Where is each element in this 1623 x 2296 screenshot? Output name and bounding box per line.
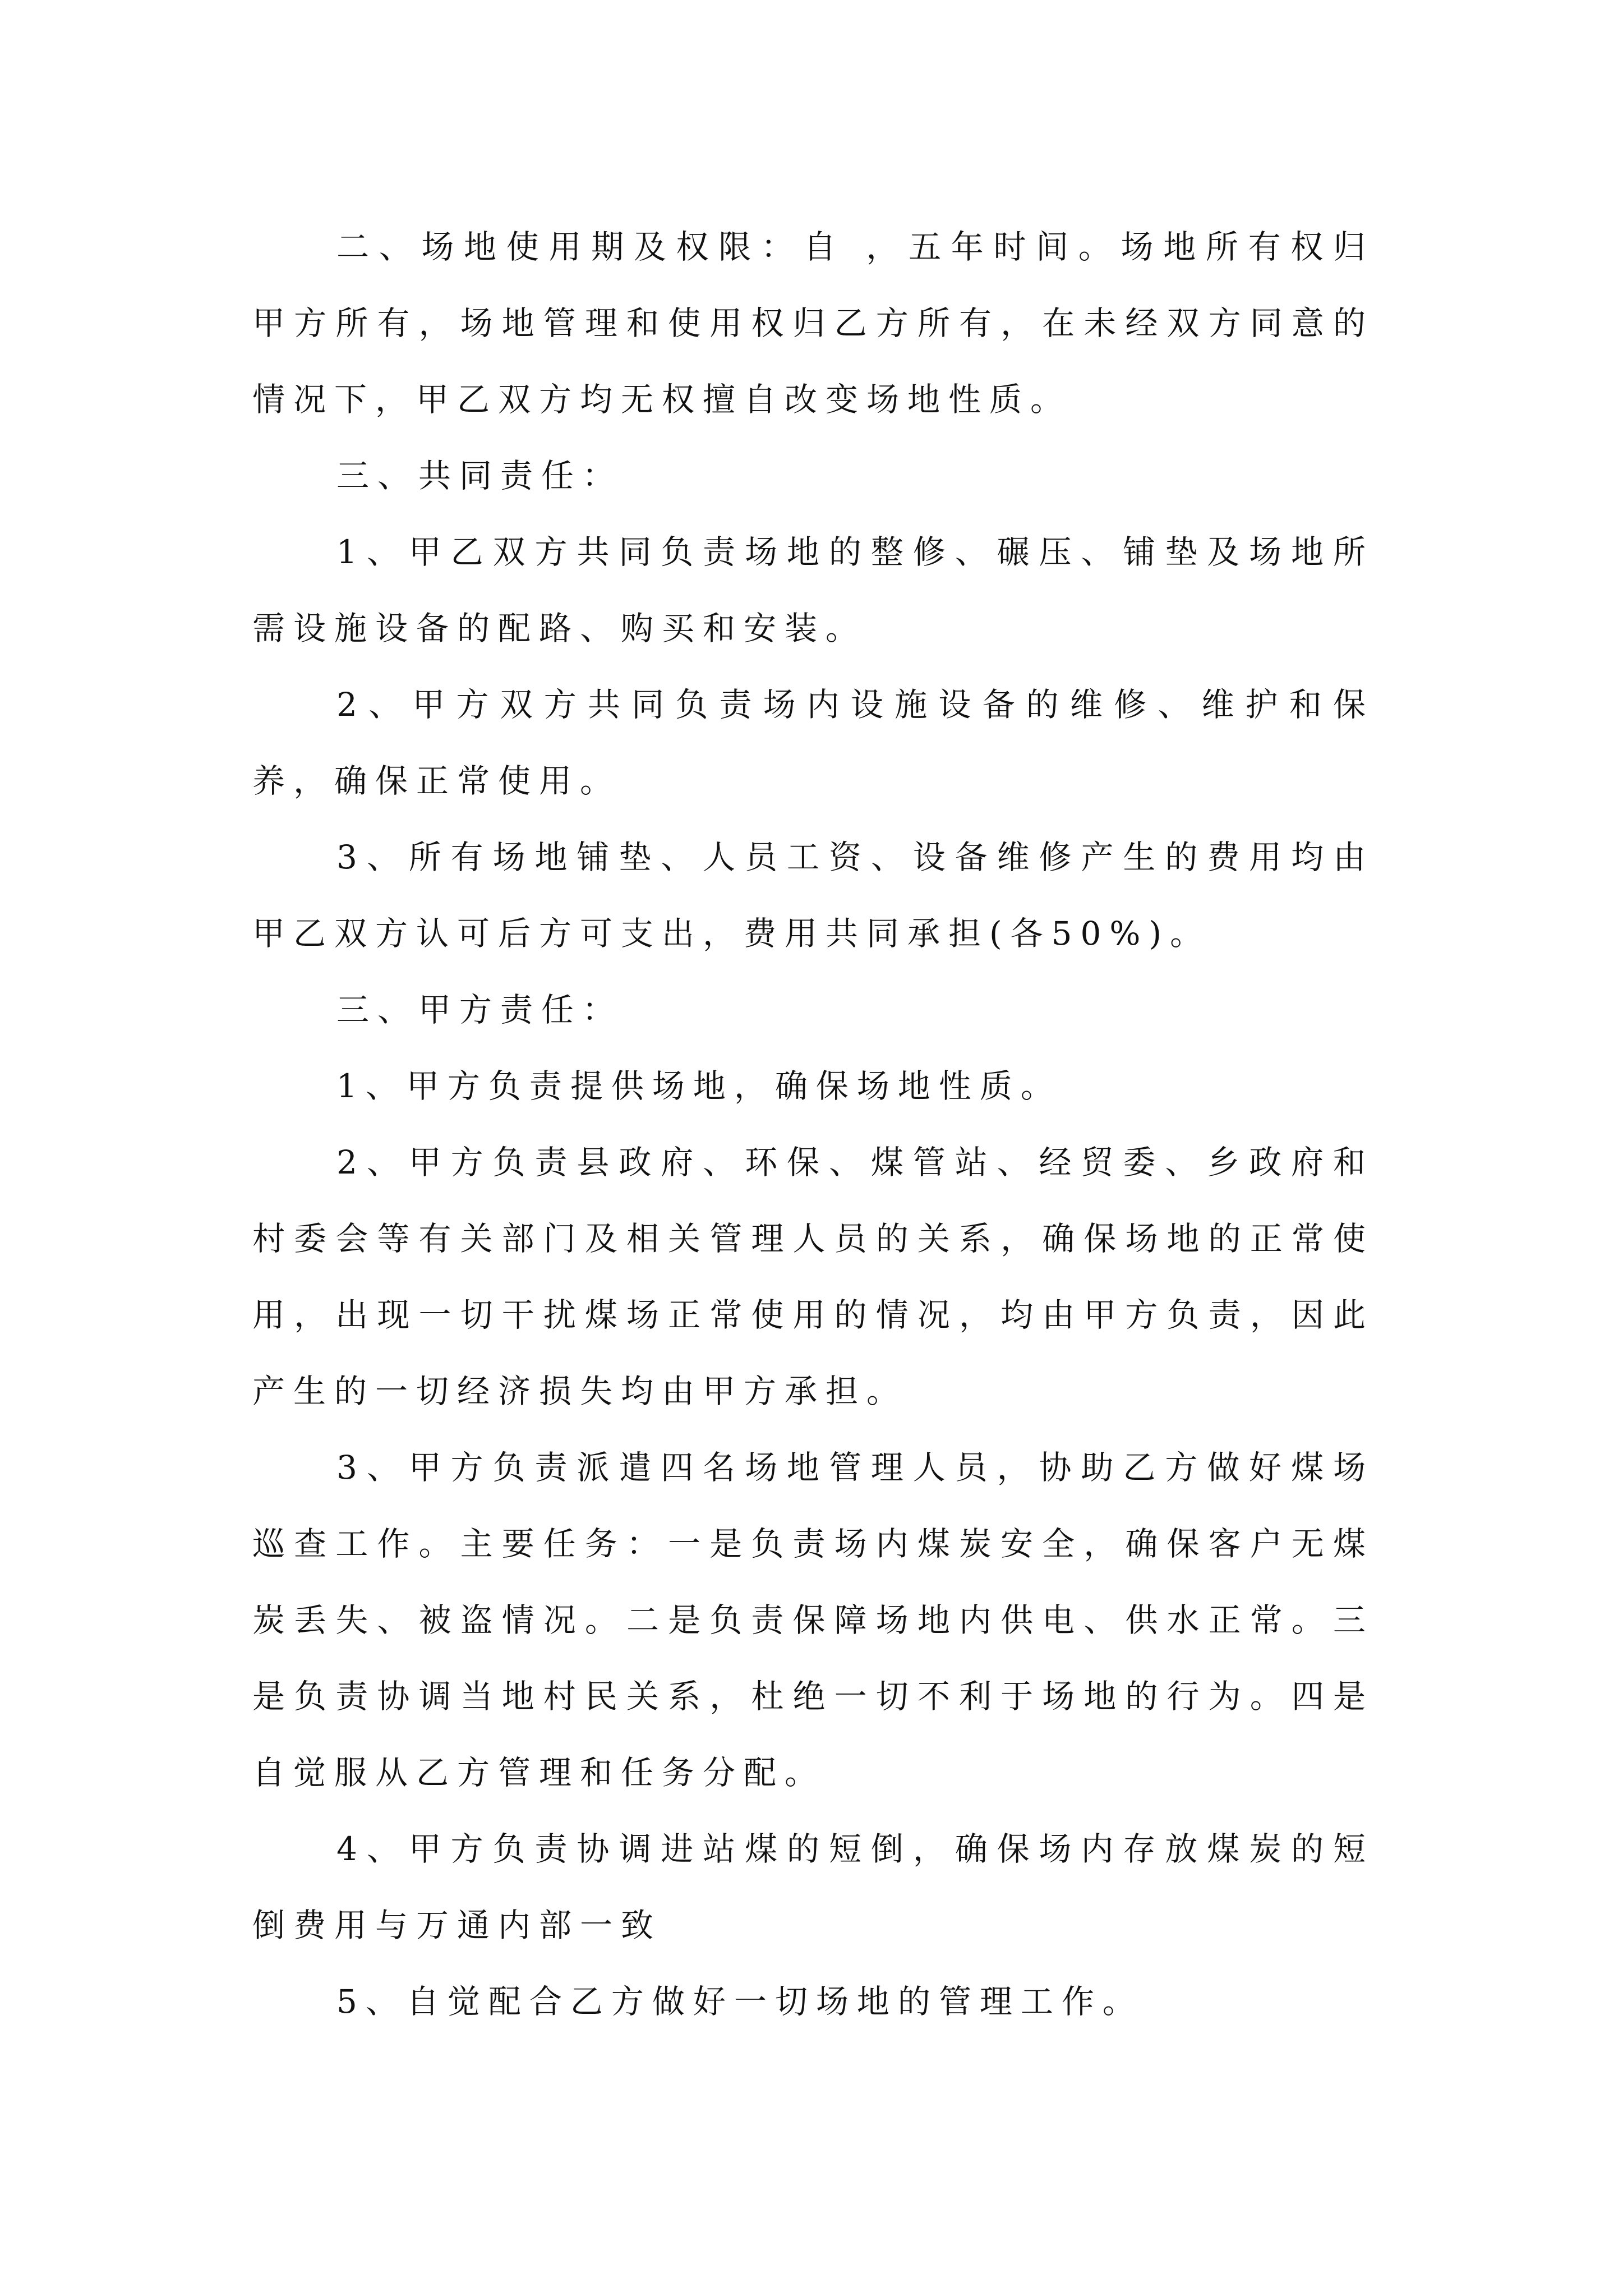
- paragraph-party-a-item-2: 2、甲方负责县政府、环保、煤管站、经贸委、乡政府和村委会等有关部门及相关管理人员的关系，确保场地的正常使用，出现一切干扰煤场正常使用的情况，均由甲方负责，因此产生的一切经济损失均由甲方承担。: [252, 1143, 1374, 1410]
- paragraph-party-a-item-3: 3、甲方负责派遣四名场地管理人员，协助乙方做好煤场巡查工作。主要任务：一是负责场内煤炭安全，确保客户无煤炭丢失、被盗情况。二是负责保障场地内供电、供水正常。三是负责协调当地村民关系，杜绝一切不利于场地的行为。四是自觉服从乙方管理和任务分配。: [252, 1448, 1374, 1792]
- paragraph-joint-item-3: 3、所有场地铺垫、人员工资、设备维修产生的费用均由甲乙双方认可后方可支出，费用共同承担(各50%)。: [252, 838, 1374, 953]
- paragraph-site-term-rights: 二、场地使用期及权限：自 ，五年时间。场地所有权归甲方所有，场地管理和使用权归乙方所有，在未经双方同意的情况下，甲乙双方均无权擅自改变场地性质。: [252, 228, 1374, 418]
- paragraph-joint-item-1: 1、甲乙双方共同负责场地的整修、碾压、铺垫及场地所需设施设备的配路、购买和安装。: [252, 533, 1374, 647]
- document-body: [252, 209, 1374, 2040]
- paragraph-party-a-item-5: 5、自觉配合乙方做好一切场地的管理工作。: [336, 1982, 1144, 2021]
- heading-joint-responsibilities: 三、共同责任：: [336, 457, 624, 495]
- paragraph-party-a-item-4: 4、甲方负责协调进站煤的短倒，确保场内存放煤炭的短倒费用与万通内部一致: [252, 1830, 1374, 1944]
- paragraph-joint-item-2: 2、甲方双方共同负责场内设施设备的维修、维护和保养，确保正常使用。: [252, 685, 1374, 800]
- heading-party-a-responsibilities: 三、甲方责任：: [336, 991, 624, 1029]
- paragraph-party-a-item-1: 1、甲方负责提供场地，确保场地性质。: [336, 1067, 1062, 1105]
